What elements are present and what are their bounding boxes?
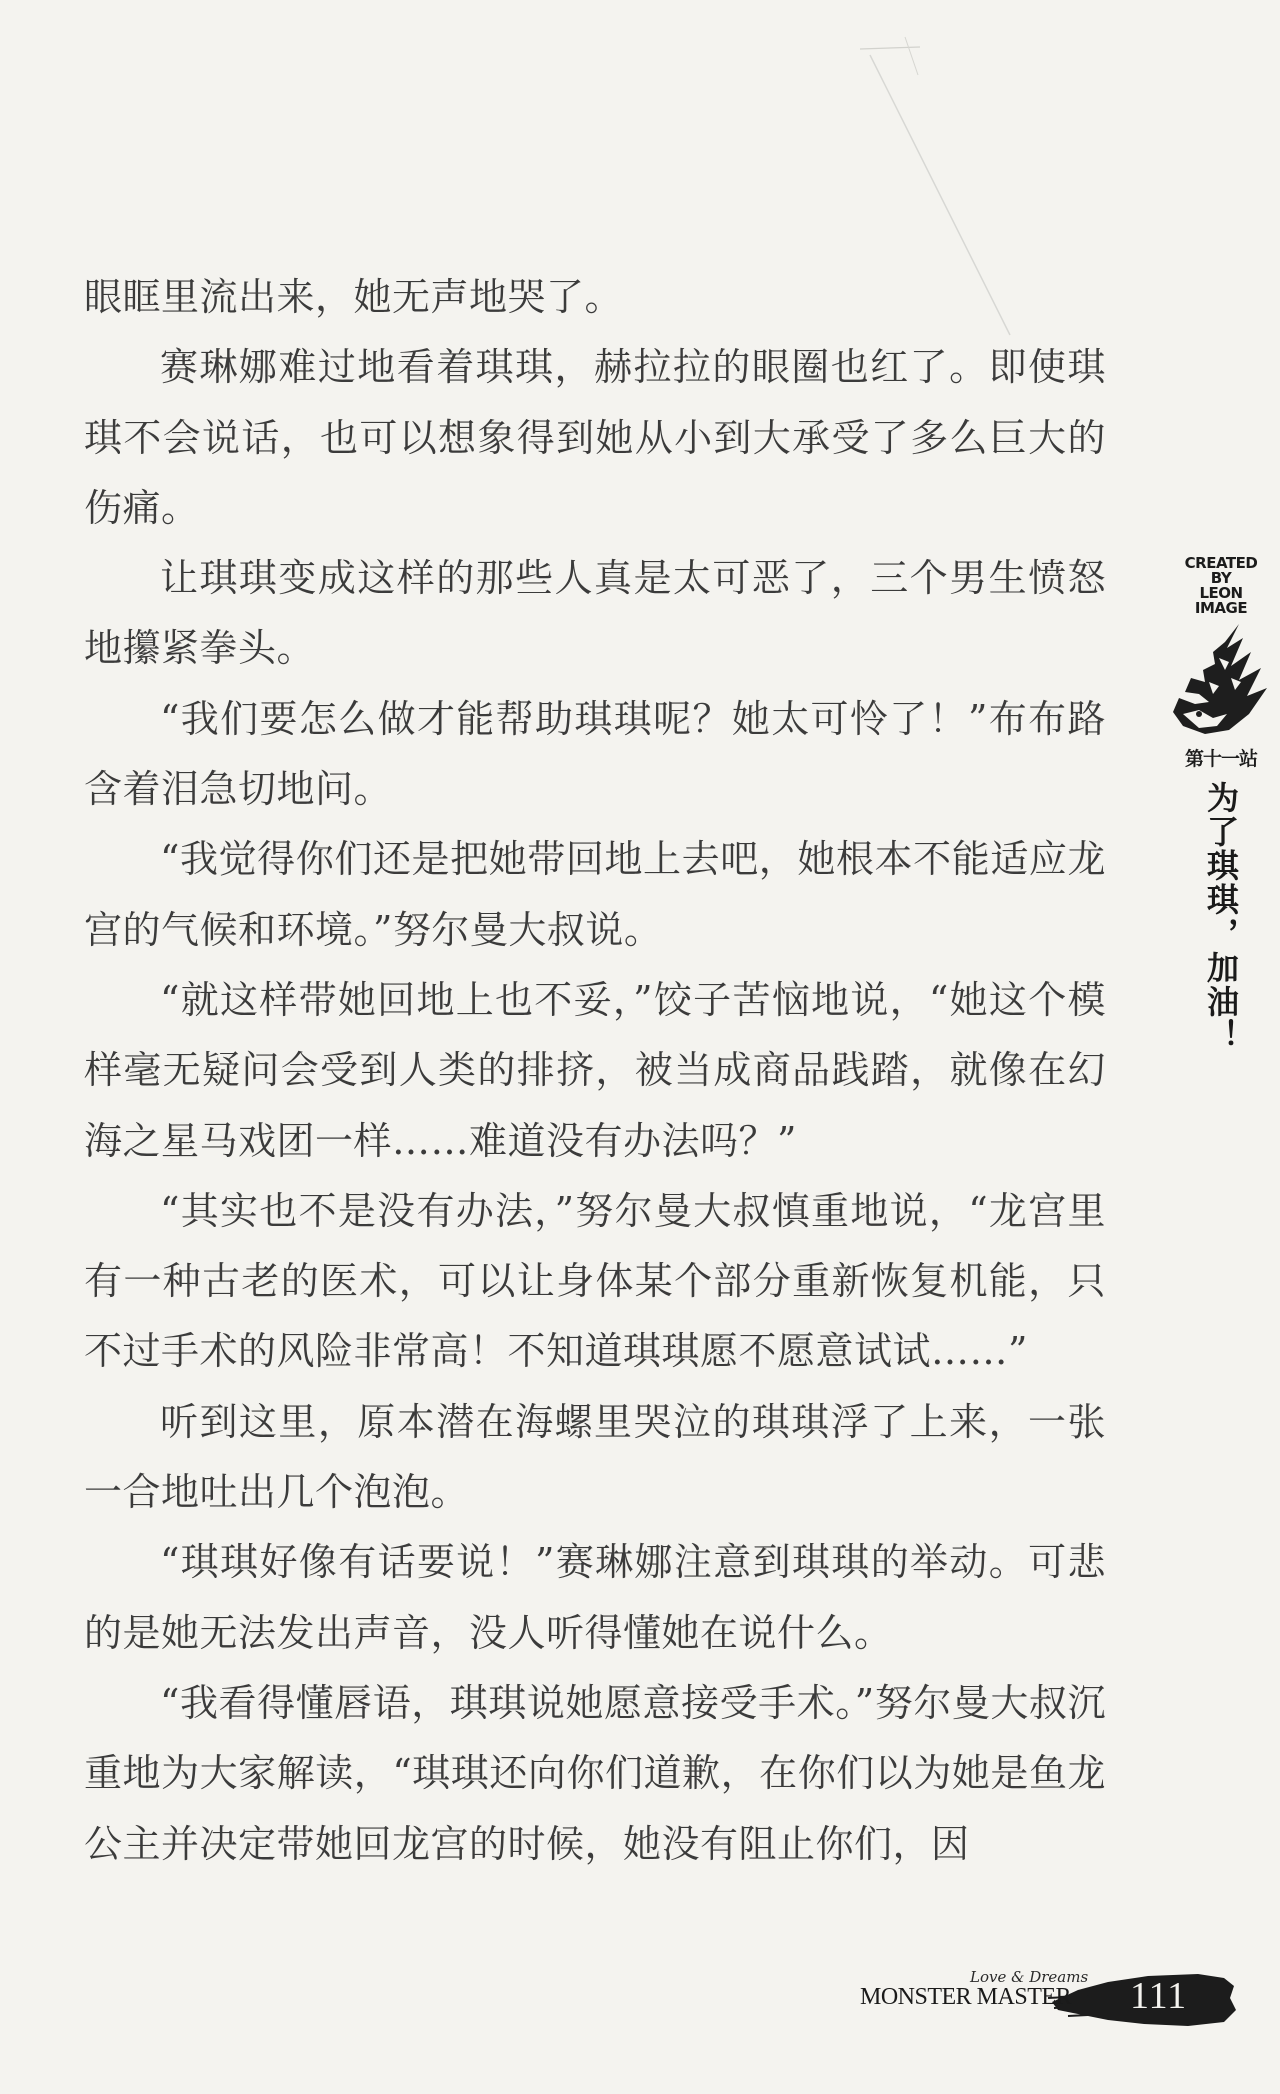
dragon-logo-icon — [1169, 618, 1273, 738]
brand-line: LEON — [1199, 584, 1243, 602]
chapter-number: 第十一站 — [1184, 748, 1257, 770]
paragraph: “琪琪好像有话要说！”赛琳娜注意到琪琪的举动。可悲的是她无法发出声音，没人听得懂她在说什么。 — [84, 1540, 1106, 1655]
paragraph: “我们要怎么做才能帮助琪琪呢？她太可怜了！”布布路含着泪急切地问。 — [84, 696, 1106, 812]
series-subtitle: Love & Dreams — [970, 1968, 1089, 1986]
brand-label — [1168, 556, 1274, 616]
page-footer — [848, 1968, 1238, 2038]
chapter-sidebar — [1168, 556, 1274, 1053]
brand-line: CREATED — [1184, 554, 1258, 572]
paragraph: “就这样带她回地上也不妥，”饺子苦恼地说，“她这个模样毫无疑问会受到人类的排挤，被当成商品践踏，就像在幻海之星马戏团一样……难道没有办法吗？” — [84, 977, 1106, 1163]
body-text — [84, 262, 1106, 1879]
series-title: MONSTER MASTER — [860, 1984, 1072, 2010]
paragraph: 赛琳娜难过地看着琪琪，赫拉拉的眼圈也红了。即使琪琪不会说话，也可以想象得到她从小到大承受了多么巨大的伤痛。 — [84, 345, 1106, 530]
paragraph: 听到这里，原本潜在海螺里哭泣的琪琪浮了上来，一张一合地吐出几个泡泡。 — [84, 1399, 1106, 1515]
brand-line: BY — [1210, 569, 1232, 587]
paragraph: 让琪琪变成这样的那些人真是太可恶了，三个男生愤怒地攥紧拳头。 — [84, 556, 1106, 671]
brand-line: IMAGE — [1194, 599, 1248, 617]
paragraph: “其实也不是没有办法，”努尔曼大叔慎重地说，“龙宫里有一种古老的医术，可以让身体某个部分重新恢复机能，只不过手术的风险非常高！不知道琪琪愿不愿意试试……” — [84, 1188, 1106, 1374]
chapter-title: 为了琪琪，加油！ — [1202, 781, 1240, 1053]
paragraph: “我觉得你们还是把她带回地上去吧，她根本不能适应龙宫的气候和环境。”努尔曼大叔说。 — [84, 837, 1106, 952]
page-number: 111 — [1130, 1975, 1188, 2017]
paragraph: “我看得懂唇语，琪琪说她愿意接受手术。”努尔曼大叔沉重地为大家解读，“琪琪还向你们道歉，在你们以为她是鱼龙公主并决定带她回龙宫的时候，她没有阻止你们，因 — [84, 1680, 1106, 1866]
paragraph: 眼眶里流出来，她无声地哭了。 — [84, 275, 624, 319]
